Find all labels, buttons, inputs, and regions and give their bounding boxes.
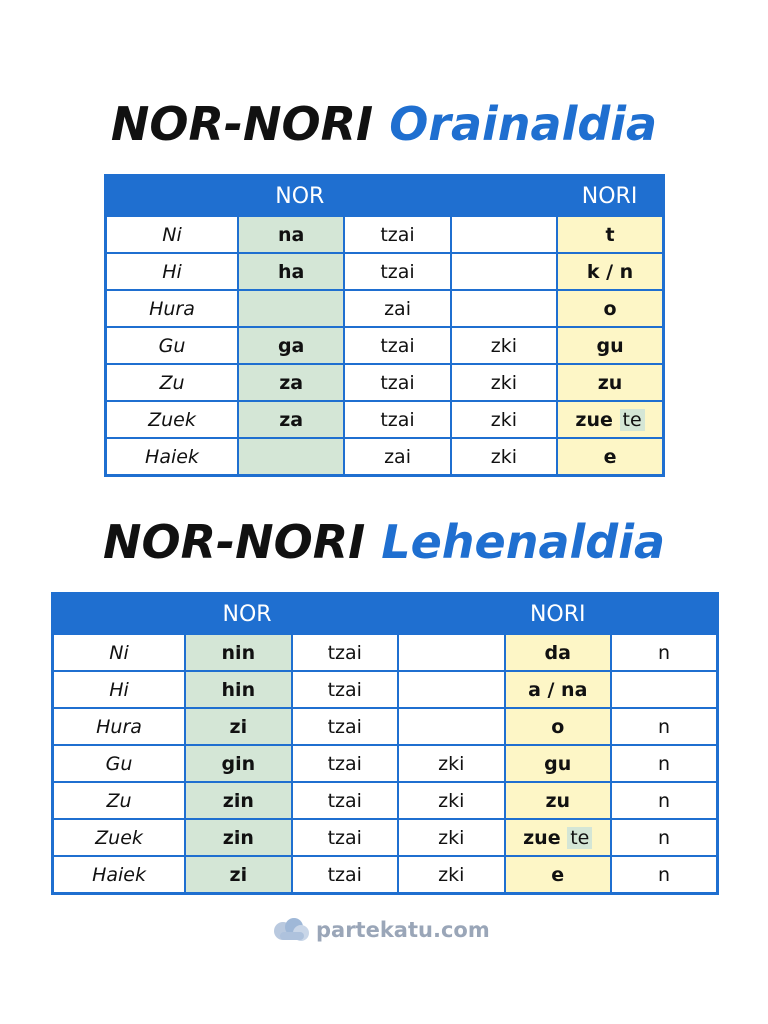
zki-cell: zki bbox=[398, 782, 504, 819]
tzai-cell: tzai bbox=[344, 253, 450, 290]
nor-cell: zi bbox=[185, 708, 291, 745]
title-lehenaldia bbox=[0, 514, 768, 570]
pronoun-cell: Ni bbox=[53, 634, 186, 671]
header-spacer bbox=[292, 594, 505, 635]
nori-cell bbox=[505, 819, 611, 856]
tzai-cell: tzai bbox=[292, 745, 398, 782]
zki-cell bbox=[451, 290, 557, 327]
logo-text: partekatu.com bbox=[316, 918, 490, 942]
table-row bbox=[53, 819, 718, 856]
table-row bbox=[53, 745, 718, 782]
nori-text: e bbox=[551, 863, 565, 886]
header-nor: NOR bbox=[53, 594, 292, 635]
nori-text: zu bbox=[597, 371, 623, 394]
zki-cell bbox=[398, 634, 504, 671]
partekatu-logo[interactable] bbox=[270, 915, 490, 945]
nori-cell bbox=[557, 327, 663, 364]
nori-cell bbox=[505, 856, 611, 894]
title-lehenaldia-part2: Lehenaldia bbox=[381, 515, 666, 569]
n-cell: n bbox=[611, 856, 718, 894]
nor-cell bbox=[238, 290, 344, 327]
table-row bbox=[106, 290, 664, 327]
nori-cell bbox=[557, 216, 663, 253]
header-nori: NORI bbox=[505, 594, 611, 635]
tzai-cell: tzai bbox=[344, 364, 450, 401]
pronoun-cell: Haiek bbox=[106, 438, 238, 476]
nori-cell bbox=[557, 253, 663, 290]
nor-cell: za bbox=[238, 401, 344, 438]
nori-text: a / na bbox=[528, 678, 588, 701]
pronoun-cell: Hi bbox=[53, 671, 186, 708]
table-row bbox=[106, 327, 664, 364]
nori-text: e bbox=[603, 445, 617, 468]
plural-te-marker: te bbox=[567, 827, 592, 849]
pronoun-cell: Zuek bbox=[53, 819, 186, 856]
nori-text: k / n bbox=[586, 260, 634, 283]
table-row bbox=[106, 438, 664, 476]
nori-text: zue bbox=[523, 826, 561, 849]
table-header-row bbox=[53, 594, 718, 635]
tzai-cell: tzai bbox=[292, 708, 398, 745]
nori-text: gu bbox=[544, 752, 572, 775]
pronoun-cell: Hura bbox=[106, 290, 238, 327]
nor-cell: za bbox=[238, 364, 344, 401]
nori-cell bbox=[505, 708, 611, 745]
tzai-cell: zai bbox=[344, 438, 450, 476]
n-cell: n bbox=[611, 782, 718, 819]
table-row bbox=[106, 364, 664, 401]
zki-cell bbox=[398, 671, 504, 708]
table-orainaldia bbox=[104, 174, 665, 477]
nori-text: o bbox=[551, 715, 565, 738]
nor-cell: hin bbox=[185, 671, 291, 708]
pronoun-cell: Gu bbox=[106, 327, 238, 364]
nori-cell bbox=[557, 364, 663, 401]
title-orainaldia-part2: Orainaldia bbox=[389, 97, 658, 151]
table-row bbox=[53, 671, 718, 708]
tzai-cell: tzai bbox=[344, 216, 450, 253]
header-nor: NOR bbox=[106, 176, 345, 217]
nor-cell: gin bbox=[185, 745, 291, 782]
title-lehenaldia-part1: NOR-NORI bbox=[102, 515, 366, 569]
tzai-cell: tzai bbox=[292, 819, 398, 856]
nor-cell: na bbox=[238, 216, 344, 253]
pronoun-cell: Gu bbox=[53, 745, 186, 782]
table-row bbox=[106, 216, 664, 253]
table-row bbox=[53, 634, 718, 671]
cloud-icon bbox=[270, 916, 312, 944]
nori-text: t bbox=[605, 223, 615, 246]
n-cell: n bbox=[611, 708, 718, 745]
tzai-cell: tzai bbox=[292, 671, 398, 708]
tzai-cell: tzai bbox=[344, 401, 450, 438]
nor-cell: nin bbox=[185, 634, 291, 671]
nori-cell bbox=[557, 401, 663, 438]
title-orainaldia bbox=[0, 96, 768, 152]
nori-cell bbox=[505, 745, 611, 782]
zki-cell bbox=[451, 253, 557, 290]
table-header-row bbox=[106, 176, 664, 217]
pronoun-cell: Haiek bbox=[53, 856, 186, 894]
zki-cell: zki bbox=[451, 401, 557, 438]
n-cell bbox=[611, 671, 718, 708]
n-cell: n bbox=[611, 745, 718, 782]
tzai-cell: tzai bbox=[344, 327, 450, 364]
nor-cell: zin bbox=[185, 782, 291, 819]
nor-cell bbox=[238, 438, 344, 476]
pronoun-cell: Hura bbox=[53, 708, 186, 745]
table-lehenaldia bbox=[51, 592, 719, 895]
tzai-cell: zai bbox=[344, 290, 450, 327]
n-cell: n bbox=[611, 634, 718, 671]
nori-text: zue bbox=[575, 408, 613, 431]
pronoun-cell: Zu bbox=[53, 782, 186, 819]
nori-text: gu bbox=[596, 334, 624, 357]
nori-text: zu bbox=[545, 789, 571, 812]
table-row bbox=[53, 708, 718, 745]
pronoun-cell: Ni bbox=[106, 216, 238, 253]
nori-cell bbox=[557, 438, 663, 476]
header-spacer-end bbox=[611, 594, 718, 635]
zki-cell: zki bbox=[398, 856, 504, 894]
title-orainaldia-part1: NOR-NORI bbox=[110, 97, 374, 151]
table-row bbox=[106, 253, 664, 290]
nor-cell: zin bbox=[185, 819, 291, 856]
header-nori: NORI bbox=[557, 176, 663, 217]
nor-cell: zi bbox=[185, 856, 291, 894]
tzai-cell: tzai bbox=[292, 782, 398, 819]
table-row bbox=[53, 856, 718, 894]
table-row bbox=[53, 782, 718, 819]
nori-cell bbox=[505, 634, 611, 671]
table-row bbox=[106, 401, 664, 438]
zki-cell bbox=[398, 708, 504, 745]
zki-cell: zki bbox=[451, 327, 557, 364]
tzai-cell: tzai bbox=[292, 856, 398, 894]
zki-cell: zki bbox=[398, 819, 504, 856]
tzai-cell: tzai bbox=[292, 634, 398, 671]
pronoun-cell: Hi bbox=[106, 253, 238, 290]
zki-cell: zki bbox=[398, 745, 504, 782]
nori-cell bbox=[557, 290, 663, 327]
nor-cell: ga bbox=[238, 327, 344, 364]
nori-text: o bbox=[603, 297, 617, 320]
nori-cell bbox=[505, 671, 611, 708]
nori-cell bbox=[505, 782, 611, 819]
plural-te-marker: te bbox=[620, 409, 645, 431]
zki-cell: zki bbox=[451, 438, 557, 476]
zki-cell: zki bbox=[451, 364, 557, 401]
zki-cell bbox=[451, 216, 557, 253]
nor-cell: ha bbox=[238, 253, 344, 290]
header-spacer bbox=[344, 176, 557, 217]
pronoun-cell: Zu bbox=[106, 364, 238, 401]
n-cell: n bbox=[611, 819, 718, 856]
nori-text: da bbox=[544, 641, 571, 664]
pronoun-cell: Zuek bbox=[106, 401, 238, 438]
